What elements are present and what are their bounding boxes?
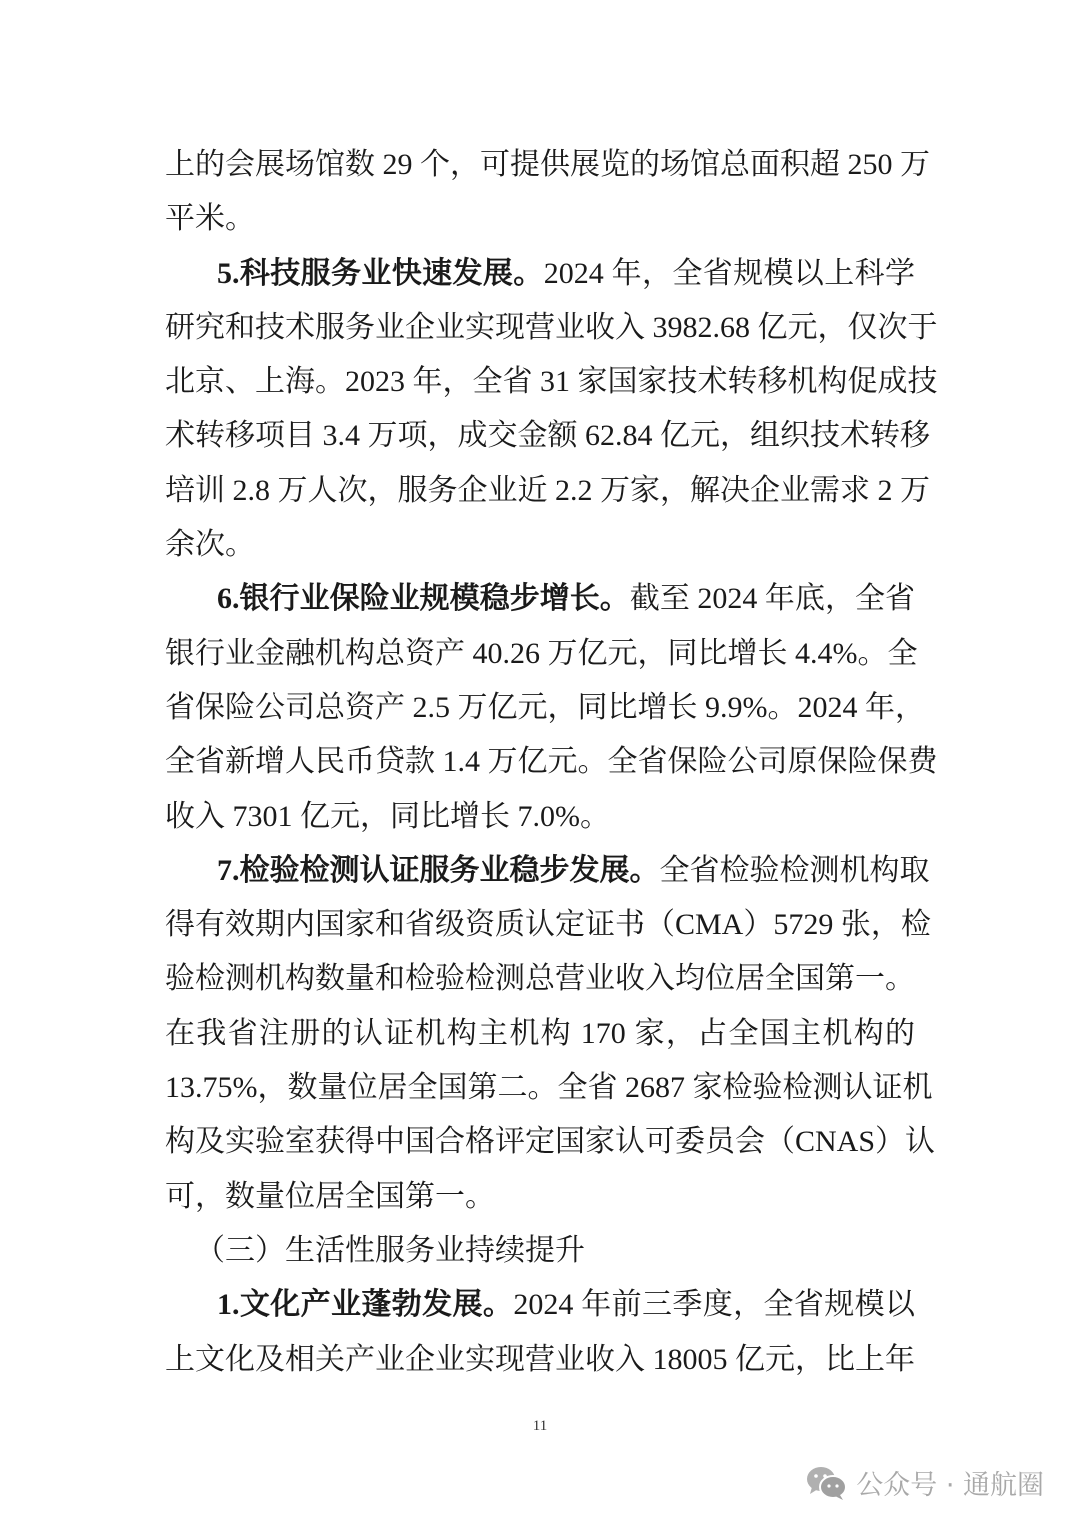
page-number: 11 [532,1418,548,1434]
text-line [165,627,918,681]
line-text: 银行业金融机构总资产 40.26 万亿元，同比增长 4.4%。全 [165,636,918,670]
line-text: 得有效期内国家和省级资质认定证书（CMA）5729 张，检 [165,908,931,942]
text-line [165,355,938,409]
text-line [165,301,938,355]
line-text: 培训 2.8 万人次，服务企业近 2.2 万家，解决企业需求 2 万 [165,473,930,507]
line-text: 平米。 [165,202,255,236]
paragraph-lead: 6.银行业保险业规模稳步增长。 [217,582,630,616]
text-line [165,192,915,246]
document-body [165,138,938,1387]
text-line [165,735,938,789]
line-text: 13.75%，数量位居全国第二。全省 2687 家检验检测认证机 [165,1071,933,1105]
wechat-icon [806,1465,848,1501]
line-text: 收入 7301 亿元，同比增长 7.0%。 [165,799,610,833]
line-text: 在我省注册的认证机构主机构 170 家，占全国主机构的 [165,1016,915,1050]
text-line [165,1115,936,1169]
watermark [806,1463,1044,1502]
line-text: 全省新增人民币贷款 1.4 万亿元。全省保险公司原保险保费 [165,745,938,779]
text-line [165,681,925,735]
line-text: 余次。 [165,528,255,562]
text-line [165,572,915,626]
text-line [165,952,915,1006]
line-text: 省保险公司总资产 2.5 万亿元，同比增长 9.9%。2024 年， [165,690,925,724]
line-text: 全省检验检测机构取 [659,853,930,887]
line-text: 截至 2024 年底，全省 [629,582,916,616]
text-line [165,518,915,572]
text-line [165,138,930,192]
text-line [165,898,931,952]
paragraph-lead: 5.科技服务业快速发展。 [217,256,544,290]
line-text: 验检测机构数量和检验检测总营业收入均位居全国第一。 [165,962,915,996]
text-line [165,1007,915,1061]
text-line [165,464,930,518]
line-text: 2024 年前三季度，全省规模以 [513,1288,916,1322]
line-text: 上文化及相关产业企业实现营业收入 18005 亿元，比上年 [165,1342,915,1376]
text-line [165,1333,915,1387]
line-text: （三）生活性服务业持续提升 [195,1233,585,1267]
text-line [165,1170,915,1224]
watermark-text: 公众号 · 通航圈 [856,1470,1044,1501]
text-line [165,844,930,898]
text-line [165,409,930,463]
paragraph-lead: 1.文化产业蓬勃发展。 [217,1288,514,1322]
paragraph-lead: 7.检验检测认证服务业稳步发展。 [217,853,660,887]
line-text: 上的会展场馆数 29 个，可提供展览的场馆总面积超 250 万 [165,148,930,181]
text-line [165,1278,915,1332]
line-text: 构及实验室获得中国合格评定国家认可委员会（CNAS）认 [165,1125,936,1159]
line-text: 术转移项目 3.4 万项，成交金额 62.84 亿元，组织技术转移 [165,419,930,453]
text-line [165,790,915,844]
section-heading [165,1224,915,1278]
text-line [165,247,915,301]
line-text: 2024 年，全省规模以上科学 [543,256,916,290]
line-text: 研究和技术服务业企业实现营业收入 3982.68 亿元，仅次于 [165,310,938,344]
text-line [165,1061,933,1115]
line-text: 北京、上海。2023 年，全省 31 家国家技术转移机构促成技 [165,365,938,399]
line-text: 可，数量位居全国第一。 [165,1179,495,1213]
